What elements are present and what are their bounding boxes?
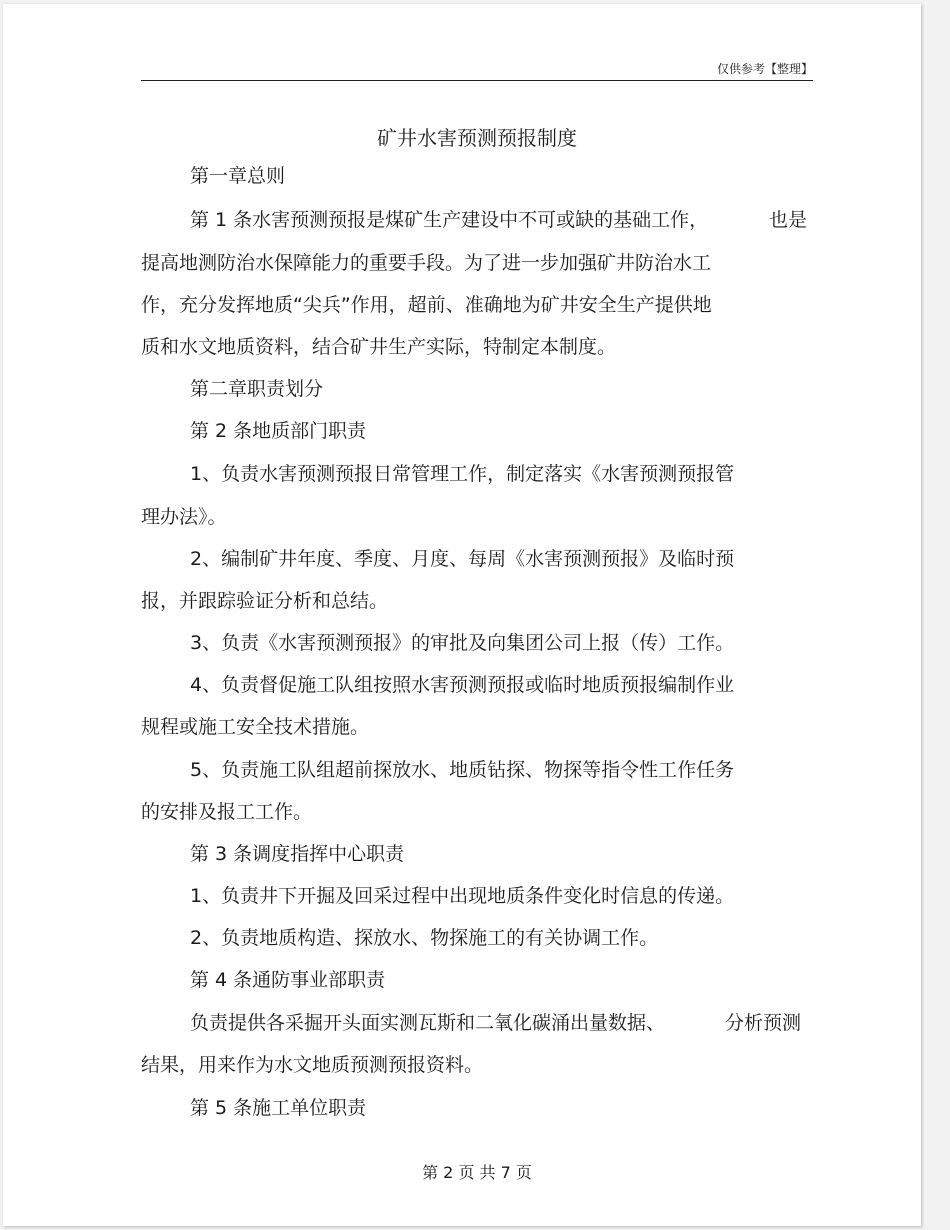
paragraph-line: 提高地测防治水保障能力的重要手段。为了进一步加强矿井防治水工 — [141, 252, 712, 274]
paragraph-line: 负责提供各采掘开头面实测瓦斯和二氧化碳涌出量数据、 — [190, 1012, 666, 1034]
paragraph-line: 结果，用来作为水文地质预测预报资料。 — [141, 1054, 484, 1076]
list-item-continuation: 规程或施工安全技术措施。 — [141, 716, 370, 738]
paragraph-line: 也是 — [769, 209, 808, 231]
list-item: 2、编制矿井年度、季度、月度、每周《水害预测预报》及临时预 — [190, 548, 735, 570]
paragraph-line: 第 1 条水害预测预报是煤矿生产建设中不可或缺的基础工作， — [190, 209, 709, 231]
header-note: 仅供参考【整理】 — [716, 62, 813, 76]
header-divider — [141, 80, 813, 81]
document-title: 矿井水害预测预报制度 — [377, 126, 577, 150]
paragraph-line: 质和水文地质资料，结合矿井生产实际，特制定本制度。 — [141, 336, 617, 358]
chapter-heading: 第一章总则 — [190, 165, 286, 187]
list-item: 5、负责施工队组超前探放水、地质钻探、物探等指令性工作任务 — [190, 759, 735, 781]
article-heading: 第 3 条调度指挥中心职责 — [190, 843, 405, 865]
paragraph-line: 作，充分发挥地质“尖兵”作用，超前、准确地为矿井安全生产提供地 — [141, 294, 712, 316]
list-item: 1、负责井下开掘及回采过程中出现地质条件变化时信息的传递。 — [190, 885, 735, 907]
page-number-footer: 第 2 页 共 7 页 — [422, 1163, 532, 1182]
list-item: 4、负责督促施工队组按照水害预测预报或临时地质预报编制作业 — [190, 674, 735, 696]
article-heading: 第 5 条施工单位职责 — [190, 1097, 367, 1119]
document-page — [3, 4, 921, 1226]
list-item: 1、负责水害预测预报日常管理工作，制定落实《水害预测预报管 — [190, 463, 735, 485]
list-item-continuation: 报，并跟踪验证分析和总结。 — [141, 590, 389, 612]
list-item: 2、负责地质构造、探放水、物探施工的有关协调工作。 — [190, 927, 659, 949]
list-item: 3、负责《水害预测预报》的审批及向集团公司上报（传）工作。 — [190, 632, 735, 654]
list-item-continuation: 理办法》。 — [141, 506, 227, 528]
paragraph-line: 分析预测 — [725, 1012, 802, 1034]
article-heading: 第 4 条通防事业部职责 — [190, 969, 386, 991]
chapter-heading: 第二章职责划分 — [190, 378, 324, 400]
article-heading: 第 2 条地质部门职责 — [190, 420, 367, 442]
list-item-continuation: 的安排及报工工作。 — [141, 801, 313, 823]
